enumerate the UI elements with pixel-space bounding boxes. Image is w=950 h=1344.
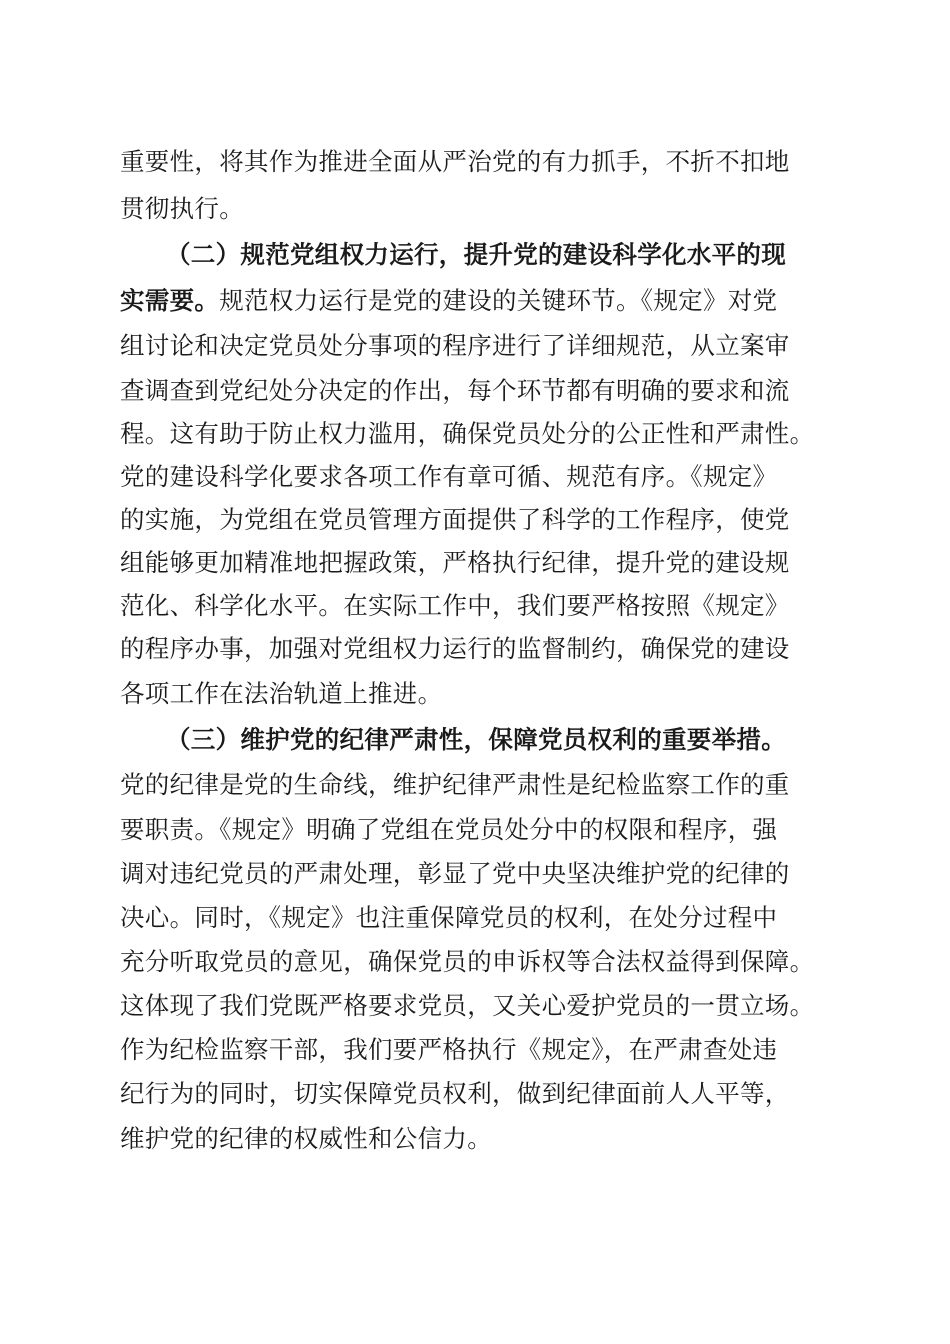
- paragraph-line: 查调查到党纪处分决定的作出，每个环节都有明确的要求和流: [120, 376, 790, 405]
- paragraph-line: 这体现了我们党既严格要求党员，又关心爱护党员的一贯立场。: [120, 991, 815, 1020]
- paragraph-line: 作为纪检监察干部，我们要严格执行《规定》，在严肃查处违: [120, 1035, 778, 1064]
- section-2-heading-end: 实需要。: [120, 286, 220, 315]
- paragraph-line: 各项工作在法治轨道上推进。: [120, 679, 443, 708]
- paragraph-line: 纪行为的同时，切实保障党员权利，做到纪律面前人人平等，: [120, 1079, 790, 1108]
- paragraph-line: 的程序办事，加强对党组权力运行的监督制约，确保党的建设: [120, 634, 790, 663]
- paragraph-line: 的实施，为党组在党员管理方面提供了科学的工作程序，使党: [120, 505, 790, 534]
- paragraph-line: 程。这有助于防止权力滥用，确保党员处分的公正性和严肃性。: [120, 419, 815, 448]
- paragraph-line: 调对违纪党员的严肃处理，彰显了党中央坚决维护党的纪律的: [120, 859, 790, 888]
- section-2-text: 规范权力运行是党的建设的关键环节。《规定》对党: [219, 286, 778, 315]
- paragraph-line: 充分听取党员的意见，确保党员的申诉权等合法权益得到保障。: [120, 947, 815, 976]
- section-3-heading: （三）维护党的纪律严肃性，保障党员权利的重要举措。: [166, 725, 786, 754]
- paragraph-line: [120, 281, 777, 321]
- paragraph-line: 决心。同时，《规定》也注重保障党员的权利，在处分过程中: [120, 903, 778, 932]
- paragraph-line: 要职责。《规定》明确了党组在党员处分中的权限和程序，强: [120, 815, 778, 844]
- paragraph-line: 组讨论和决定党员处分事项的程序进行了详细规范，从立案审: [120, 331, 790, 360]
- paragraph-line: 党的建设科学化要求各项工作有章可循、规范有序。《规定》: [120, 462, 778, 491]
- paragraph-line: 贯彻执行。: [120, 194, 244, 223]
- section-2-heading: （二）规范党组权力运行，提升党的建设科学化水平的现: [166, 240, 786, 269]
- paragraph-line: 范化、科学化水平。在实际工作中，我们要严格按照《规定》: [120, 591, 790, 620]
- paragraph-line: 重要性，将其作为推进全面从严治党的有力抓手，不折不扣地: [120, 147, 790, 176]
- paragraph-line: 维护党的纪律的权威性和公信力。: [120, 1124, 492, 1153]
- paragraph-line: 党的纪律是党的生命线，维护纪律严肃性是纪检监察工作的重: [120, 770, 790, 799]
- paragraph-line: 组能够更加精准地把握政策，严格执行纪律，提升党的建设规: [120, 548, 790, 577]
